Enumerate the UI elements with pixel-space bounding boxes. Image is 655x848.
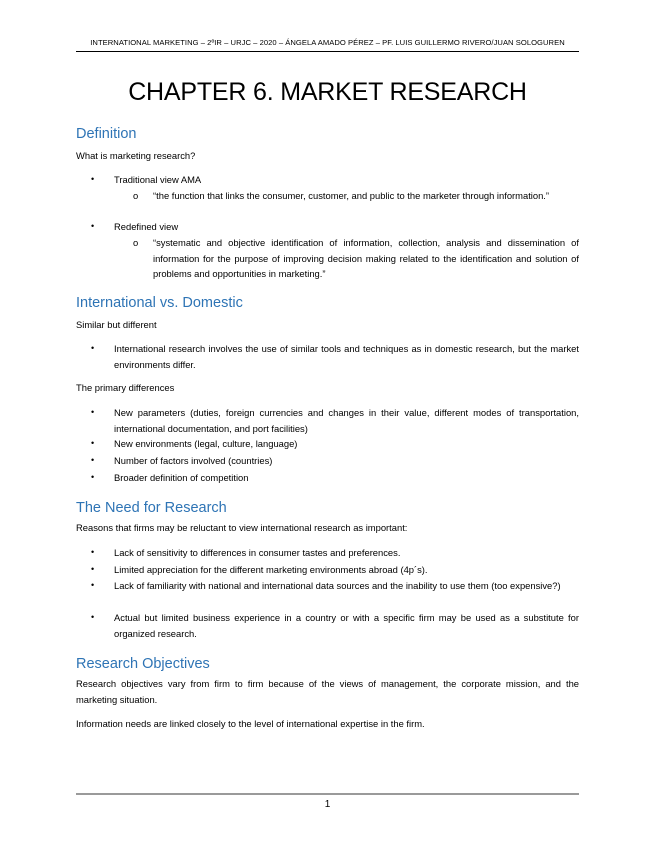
bullet-icon: • (91, 221, 95, 231)
page-number: 1 (324, 799, 331, 810)
bullet-icon: • (91, 343, 95, 353)
bullet-icon: • (91, 174, 95, 184)
bullet-icon: • (91, 472, 95, 482)
heading-objectives: Research Objectives (76, 656, 210, 672)
bullet-icon: • (91, 438, 95, 448)
international-intro: Similar but different (76, 319, 157, 330)
list-item: New parameters (duties, foreign currencies and changes in their value, different modes of transportation, international documentation, and port facilities) (114, 407, 579, 434)
running-header: INTERNATIONAL MARKETING – 2ºIR – URJC – 2020 – ÁNGELA AMADO PÉREZ – PF. LUIS GUILLERMO RIVERO/JUAN SOLOGUREN (90, 38, 565, 47)
bullet-icon: • (91, 407, 95, 417)
list-item: Traditional view AMA (114, 174, 202, 185)
bullet-icon: • (91, 580, 95, 590)
sub-bullet-icon: o (133, 237, 139, 248)
list-item: Number of factors involved (countries) (114, 455, 273, 466)
sub-list-item: “the function that links the consumer, customer, and public to the marketer through information.” (153, 190, 550, 201)
international-intro-2: The primary differences (76, 382, 175, 393)
header-rule (76, 51, 579, 52)
heading-need: The Need for Research (76, 500, 227, 516)
list-item: Broader definition of competition (114, 472, 249, 483)
bullet-icon: • (91, 612, 95, 622)
list-item: Actual but limited business experience in a country or with a specific firm may be used as a substitute for organized research. (114, 612, 579, 639)
list-item: Redefined view (114, 221, 179, 232)
definition-intro: What is marketing research? (76, 150, 196, 161)
sub-list-item: “systematic and objective identification of information, collection, analysis and dissemination of information for the purpose of improving decision making related to the identification and solution of problems and opportunities in marketing.” (153, 237, 579, 279)
list-item: Lack of familiarity with national and international data sources and the inability to use them (too expensive?) (114, 580, 561, 591)
list-item: International research involves the use of similar tools and techniques as in domestic research, but the market environments differ. (114, 343, 579, 370)
list-item: Limited appreciation for the different marketing environments abroad (4p´s). (114, 564, 428, 575)
heading-international: International vs. Domestic (76, 295, 243, 311)
sub-bullet-icon: o (133, 190, 139, 201)
need-intro: Reasons that firms may be reluctant to view international research as important: (76, 522, 408, 533)
footer-rule (76, 793, 579, 795)
chapter-title: CHAPTER 6. MARKET RESEARCH (128, 78, 527, 106)
list-item: New environments (legal, culture, language) (114, 438, 298, 449)
objectives-paragraph: Information needs are linked closely to the level of international expertise in the firm. (76, 718, 425, 729)
heading-definition: Definition (76, 126, 137, 142)
list-item: Lack of sensitivity to differences in consumer tastes and preferences. (114, 547, 401, 558)
bullet-icon: • (91, 564, 95, 574)
bullet-icon: • (91, 455, 95, 465)
objectives-paragraph: Research objectives vary from firm to firm because of the views of management, the corporate mission, and the marketing situation. (76, 678, 579, 705)
bullet-icon: • (91, 547, 95, 557)
